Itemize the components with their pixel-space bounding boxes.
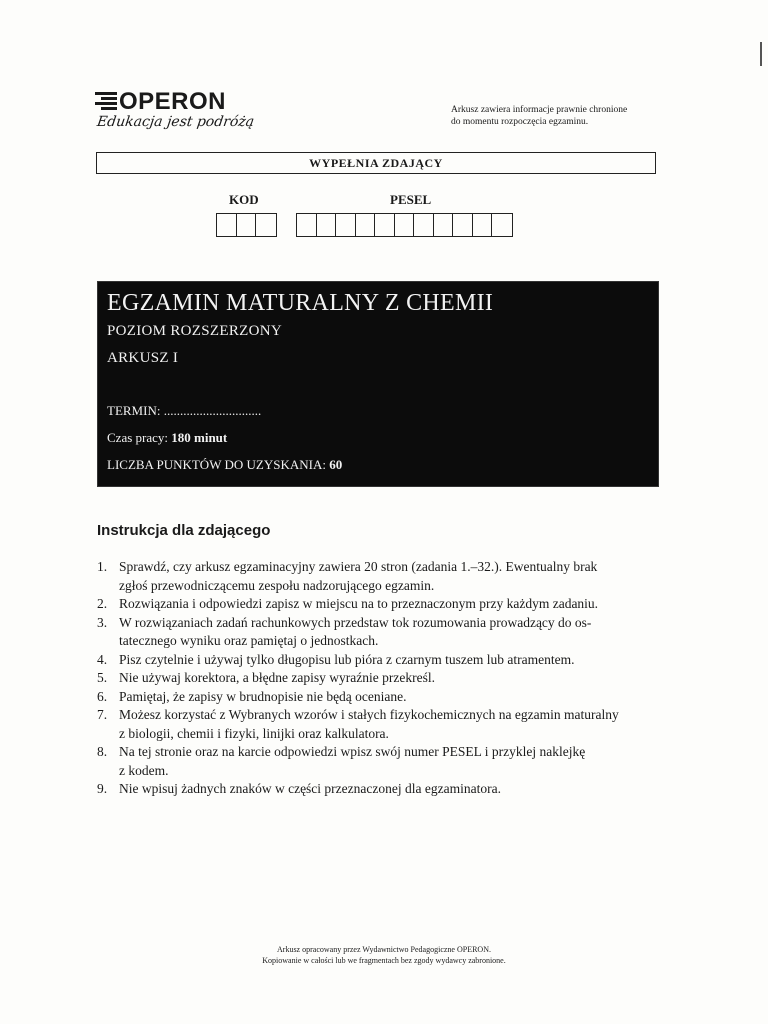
pesel-digit-box[interactable] (356, 214, 376, 236)
instruction-text-line: Na tej stronie oraz na karcie odpowiedzi wpisz swój numer PESEL i przyklej naklejkę (119, 744, 586, 759)
exam-title-banner (97, 281, 659, 487)
instruction-item (97, 651, 665, 670)
points-label: LICZBA PUNKTÓW DO UZYSKANIA: (107, 457, 330, 472)
logo-wordmark: OPERON (119, 88, 227, 115)
instruction-text-line: z kodem. (119, 762, 169, 778)
candidate-section-header: WYPEŁNIA ZDAJĄCY (96, 152, 656, 174)
kod-digit-box[interactable] (217, 214, 237, 236)
pesel-digit-box[interactable] (336, 214, 356, 236)
instruction-item (97, 780, 665, 799)
instruction-number: 3. (97, 614, 108, 630)
exam-time (107, 430, 227, 446)
instruction-item (97, 706, 665, 743)
kod-digit-box[interactable] (237, 214, 257, 236)
pesel-digit-box[interactable] (492, 214, 512, 236)
instruction-text-line: zgłoś przewodniczącemu zespołu nadzorującego egzamin. (119, 577, 435, 593)
pesel-digit-box[interactable] (473, 214, 493, 236)
instruction-item (97, 669, 665, 688)
exam-term (107, 403, 261, 419)
logo-slogan: Edukacja jest podróżą (95, 114, 256, 130)
instruction-text-line: Rozwiązania i odpowiedzi zapisz w miejscu na to przeznaczonym przy każdym zadaniu. (119, 596, 599, 611)
instruction-number: 4. (97, 651, 108, 667)
pesel-digit-box[interactable] (434, 214, 454, 236)
exam-title: EGZAMIN MATURALNY Z CHEMII (107, 290, 494, 316)
operon-logo (95, 88, 275, 136)
points-value: 60 (329, 457, 343, 472)
instruction-number: 5. (97, 670, 108, 685)
instructions-heading: Instrukcja dla zdającego (97, 522, 271, 539)
exam-points (107, 457, 342, 473)
pesel-digit-box[interactable] (453, 214, 473, 236)
footer-line-2: Kopiowanie w całości lub we fragmentach bez zgody wydawcy zabronione. (262, 956, 506, 965)
instruction-text-line: Nie używaj korektora, a błędne zapisy wyraźnie przekreśl. (119, 670, 435, 685)
time-value: 180 minut (171, 430, 228, 445)
time-label: Czas pracy: (107, 430, 172, 445)
pesel-digit-box[interactable] (414, 214, 434, 236)
pesel-digit-box[interactable] (297, 214, 317, 236)
notice-line-1: Arkusz zawiera informacje prawnie chronione (451, 105, 628, 115)
instruction-text-line: z biologii, chemii i fizyki, linijki oraz kalkulatora. (119, 725, 389, 741)
instruction-item (97, 614, 665, 651)
pesel-digit-box[interactable] (395, 214, 415, 236)
footer-line-1: Arkusz opracowany przez Wydawnictwo Pedagogiczne OPERON. (277, 945, 491, 954)
instruction-text-line: Pamiętaj, że zapisy w brudnopisie nie będą oceniane. (119, 688, 407, 704)
instruction-number: 6. (97, 688, 108, 704)
pesel-digit-box[interactable] (317, 214, 337, 236)
term-value: .............................. (163, 403, 262, 418)
instruction-text-line: tatecznego wyniku oraz pamiętaj o jednostkach. (119, 633, 379, 648)
instruction-text-line: W rozwiązaniach zadań rachunkowych przedstaw tok rozumowania prowadzący do os- (119, 614, 592, 630)
instruction-item (97, 688, 665, 707)
instruction-item (97, 595, 665, 614)
instruction-item (97, 558, 665, 595)
instruction-item (97, 743, 665, 780)
instruction-text-line: Nie wpisuj żadnych znaków w części przeznaczonej dla egzaminatora. (119, 781, 501, 796)
kod-digit-box[interactable] (256, 214, 276, 236)
kod-input-boxes[interactable] (216, 213, 277, 237)
instruction-number: 8. (97, 744, 108, 759)
exam-sheet: ARKUSZ I (107, 350, 179, 366)
instructions-list (97, 558, 665, 799)
exam-level: POZIOM ROZSZERZONY (107, 323, 282, 339)
instruction-number: 9. (97, 781, 108, 796)
pesel-input-boxes[interactable] (296, 213, 513, 237)
pesel-digit-box[interactable] (375, 214, 395, 236)
instruction-text-line: Sprawdź, czy arkusz egzaminacyjny zawiera 20 stron (zadania 1.–32.). Ewentualny brak (119, 559, 598, 574)
instruction-number: 7. (97, 707, 108, 722)
instruction-text-line: Możesz korzystać z Wybranych wzorów i stałych fizykochemicznych na egzamin maturalny (119, 707, 619, 722)
operon-logo-icon (95, 92, 117, 112)
pesel-label: PESEL (390, 192, 432, 207)
instruction-number: 2. (97, 596, 108, 611)
publisher-footer (200, 944, 568, 966)
notice-line-2: do momentu rozpoczęcia egzaminu. (451, 117, 589, 127)
instruction-text-line: Pisz czytelnie i używaj tylko długopisu lub pióra z czarnym tuszem lub atramentem. (119, 651, 575, 667)
confidentiality-notice (451, 104, 691, 128)
term-label: TERMIN: (107, 403, 164, 418)
instruction-number: 1. (97, 559, 108, 574)
kod-label: KOD (229, 192, 259, 207)
scan-edge-mark (760, 42, 762, 66)
